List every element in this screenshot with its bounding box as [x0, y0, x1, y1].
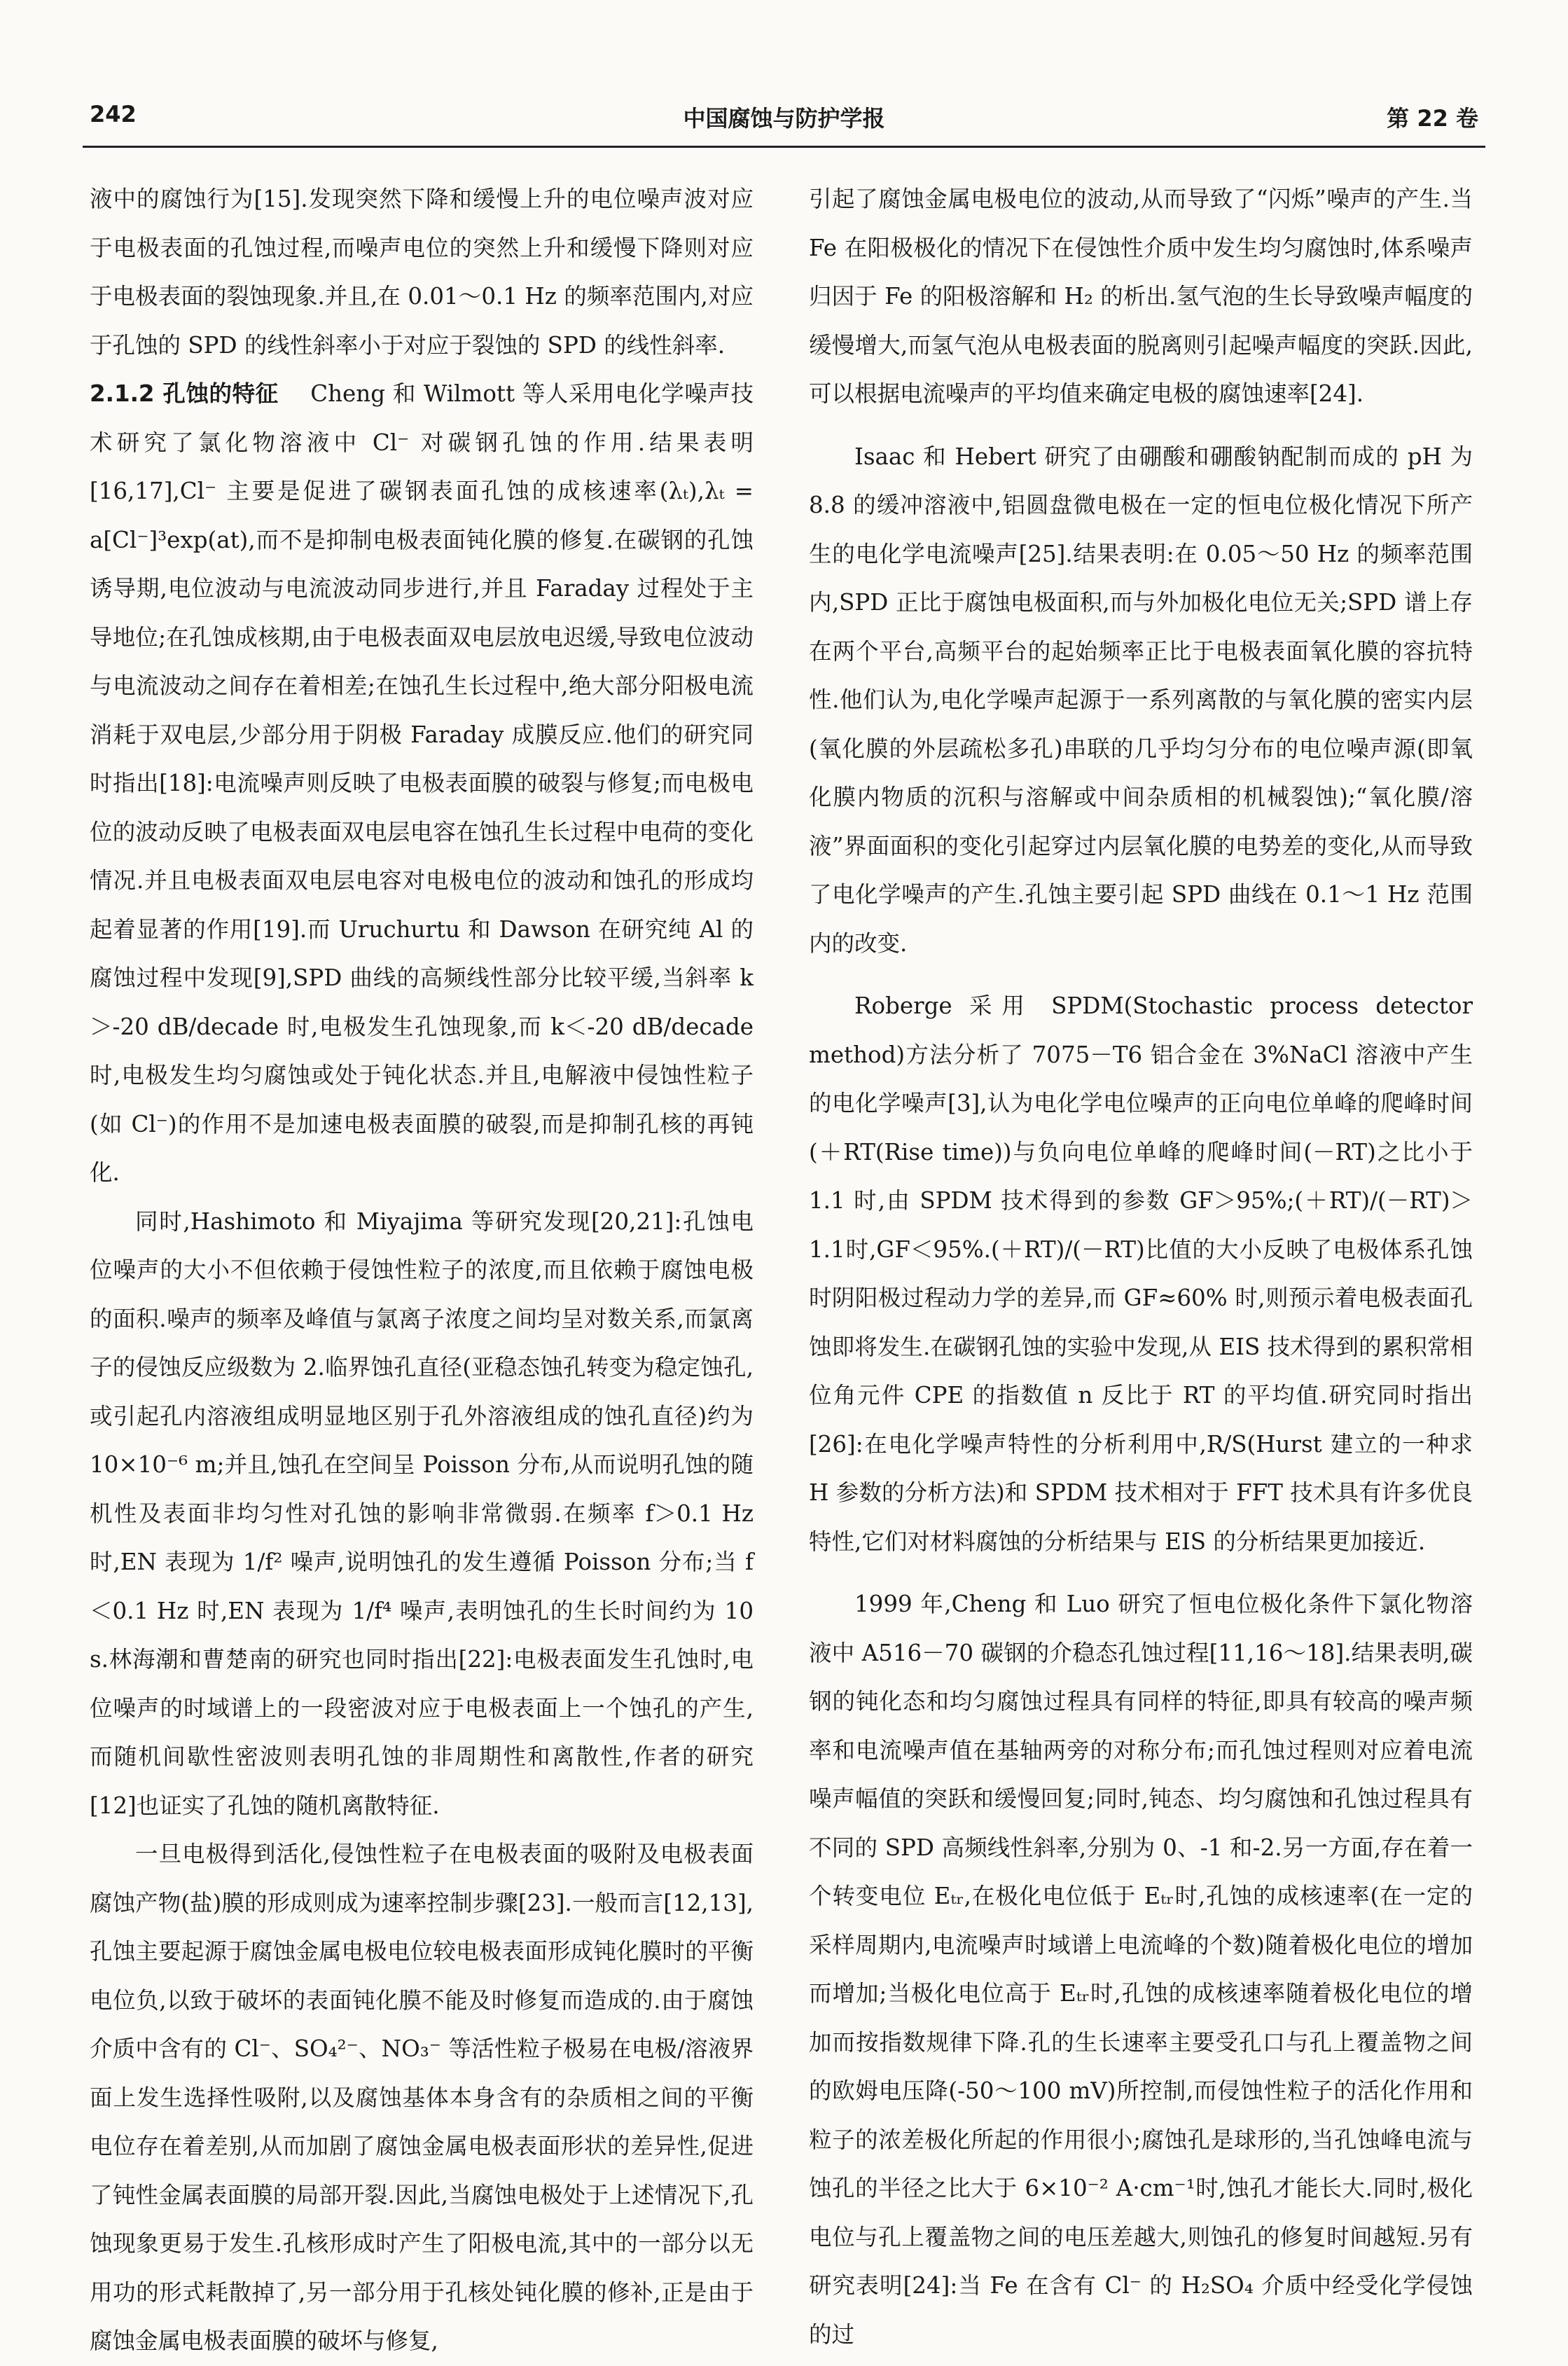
page-number: 242 — [90, 101, 137, 127]
left-column — [90, 175, 754, 2354]
right-column — [809, 175, 1473, 2348]
right-paragraph-1: 引起了腐蚀金属电极电位的波动,从而导致了“闪烁”噪声的产生.当 Fe 在阳极极化的情况下在侵蚀性介质中发生均匀腐蚀时,体系噪声归因于 Fe 的阳极溶解和 H₂ 的析出.氢气泡的生长导致噪声幅度的缓慢增大,而氢气泡从电极表面的脱离则引起噪声幅度的突跃.因此,可以根据电流噪声的平均值来确定电极的腐蚀速率[24]. — [809, 186, 1473, 407]
left-paragraph-3: 同时,Hashimoto 和 Miyajima 等研究发现[20,21]:孔蚀电位噪声的大小不但依赖于侵蚀性粒子的浓度,而且依赖于腐蚀电极的面积.噪声的频率及峰值与氯离子浓度之间均呈对数关系,而氯离子的侵蚀反应级数为 2.临界蚀孔直径(亚稳态蚀孔转变为稳定蚀孔,或引起孔内溶液组成明显地区别于孔外溶液组成的蚀孔直径)约为 10×10⁻⁶ m;并且,蚀孔在空间呈 Poisson 分布,从而说明孔蚀的随机性及表面非均匀性对孔蚀的影响非常微弱.在频率 f＞0.1 Hz 时,EN 表现为 1/f² 噪声,说明蚀孔的发生遵循 Poisson 分布;当 f＜0.1 Hz 时,EN 表现为 1/f⁴ 噪声,表明蚀孔的生长时间约为 10 s.林海潮和曹楚南的研究也同时指出[22]:电极表面发生孔蚀时,电位噪声的时域谱上的一段密波对应于电极表面上一个蚀孔的产生,而随机间歇性密波则表明孔蚀的非周期性和离散性,作者的研究[12]也证实了孔蚀的随机离散特征. — [90, 1208, 754, 1819]
right-paragraph-3: Roberge 采用 SPDM(Stochastic process detector method)方法分析了 7075－T6 铝合金在 3%NaCl 溶液中产生的电化学噪声[3],认为电化学电位噪声的正向电位单峰的爬峰时间(＋RT(Rise time))与负向电位单峰的爬峰时间(－RT)之比小于 1.1 时,由 SPDM 技术得到的参数 GF＞95%;(＋RT)/(－RT)＞1.1时,GF＜95%.(＋RT)/(－RT)比值的大小反映了电极体系孔蚀时阴阳极过程动力学的差异,而 GF≈60% 时,则预示着电极表面孔蚀即将发生.在碳钢孔蚀的实验中发现,从 EIS 技术得到的累积常相位角元件 CPE 的指数值 n 反比于 RT 的平均值.研究同时指出[26]:在电化学噪声特性的分析利用中,R/S(Hurst 建立的一种求 H 参数的分析方法)和 SPDM 技术相对于 FFT 技术具有许多优良特性,它们对材料腐蚀的分析结果与 EIS 的分析结果更加接近. — [809, 992, 1473, 1555]
section-title-2-1-2: 2.1.2 孔蚀的特征 — [90, 380, 279, 407]
left-paragraph-4: 一旦电极得到活化,侵蚀性粒子在电极表面的吸附及电极表面腐蚀产物(盐)膜的形成则成为速率控制步骤[23].一般而言[12,13],孔蚀主要起源于腐蚀金属电极电位较电极表面形成钝化膜时的平衡电位负,以致于破坏的表面钝化膜不能及时修复而造成的.由于腐蚀介质中含有的 Cl⁻、SO₄²⁻、NO₃⁻ 等活性粒子极易在电极/溶液界面上发生选择性吸附,以及腐蚀基体本身含有的杂质相之间的平衡电位存在着差别,从而加剧了腐蚀金属电极表面形状的差异性,促进了钝性金属表面膜的局部开裂.因此,当腐蚀电极处于上述情况下,孔蚀现象更易于发生.孔核形成时产生了阳极电流,其中的一部分以无用功的形式耗散掉了,另一部分用于孔核处钝化膜的修补,正是由于腐蚀金属电极表面膜的破坏与修复, — [90, 1841, 754, 2354]
left-paragraph-2-text: Cheng 和 Wilmott 等人采用电化学噪声技术研究了氯化物溶液中 Cl⁻ 对碳钢孔蚀的作用.结果表明[16,17],Cl⁻ 主要是促进了碳钢表面孔蚀的成核速率(λₜ),λₜ = a[Cl⁻]³exp(at),而不是抑制电极表面钝化膜的修复.在碳钢的孔蚀诱导期,电位波动与电流波动同步进行,并且 Faraday 过程处于主导地位;在孔蚀成核期,由于电极表面双电层放电迟缓,导致电位波动与电流波动之间存在着相差;在蚀孔生长过程中,绝大部分阳极电流消耗于双电层,少部分用于阴极 Faraday 成膜反应.他们的研究同时指出[18]:电流噪声则反映了电极表面膜的破裂与修复;而电极电位的波动反映了电极表面双电层电容在蚀孔生长过程中电荷的变化情况.并且电极表面双电层电容对电极电位的波动和蚀孔的形成均起着显著的作用[19].而 Uruchurtu 和 Dawson 在研究纯 Al 的腐蚀过程中发现[9],SPD 曲线的高频线性部分比较平缓,当斜率 k＞-20 dB/decade 时,电极发生孔蚀现象,而 k＜-20 dB/decade 时,电极发生均匀腐蚀或处于钝化状态.并且,电解液中侵蚀性粒子(如 Cl⁻)的作用不是加速电极表面膜的破裂,而是抑制孔核的再钝化. — [90, 380, 754, 1186]
running-header — [83, 97, 1485, 148]
right-paragraph-4: 1999 年,Cheng 和 Luo 研究了恒电位极化条件下氯化物溶液中 A516－70 碳钢的介稳态孔蚀过程[11,16～18].结果表明,碳钢的钝化态和均匀腐蚀过程具有同样的特征,即具有较高的噪声频率和电流噪声值在基轴两旁的对称分布;而孔蚀过程则对应着电流噪声幅值的突跃和缓慢回复;同时,钝态、均匀腐蚀和孔蚀过程具有不同的 SPD 高频线性斜率,分别为 0、-1 和-2.另一方面,存在着一个转变电位 Eₜᵣ,在极化电位低于 Eₜᵣ时,孔蚀的成核速率(在一定的采样周期内,电流噪声时域谱上电流峰的个数)随着极化电位的增加而增加;当极化电位高于 Eₜᵣ时,孔蚀的成核速率随着极化电位的增加而按指数规律下降.孔的生长速率主要受孔口与孔上覆盖物之间的欧姆电压降(-50～100 mV)所控制,而侵蚀性粒子的活化作用和粒子的浓差极化所起的作用很小;腐蚀孔是球形的,当孔蚀峰电流与蚀孔的半径之比大于 6×10⁻² A·cm⁻¹时,蚀孔才能长大.同时,极化电位与孔上覆盖物之间的电压差越大,则蚀孔的修复时间越短.另有研究表明[24]:当 Fe 在含有 Cl⁻ 的 H₂SO₄ 介质中经受化学侵蚀的过 — [809, 1591, 1473, 2348]
volume-label: 第 22 卷 — [1387, 105, 1478, 132]
left-paragraph-2 — [90, 370, 754, 1198]
right-paragraph-2: Isaac 和 Hebert 研究了由硼酸和硼酸钠配制而成的 pH 为 8.8 的缓冲溶液中,铝圆盘微电极在一定的恒电位极化情况下所产生的电化学电流噪声[25].结果表明:在 0.05～50 Hz 的频率范围内,SPD 正比于腐蚀电极面积,而与外加极化电位无关;SPD 谱上存在两个平台,高频平台的起始频率正比于电极表面氧化膜的容抗特性.他们认为,电化学噪声起源于一系列离散的与氧化膜的密实内层(氧化膜的外层疏松多孔)串联的几乎均匀分布的电位噪声源(即氧化膜内物质的沉积与溶解或中间杂质相的机械裂蚀);“氧化膜/溶液”界面面积的变化引起穿过内层氧化膜的电势差的变化,从而导致了电化学噪声的产生.孔蚀主要引起 SPD 曲线在 0.1～1 Hz 范围内的改变. — [809, 443, 1473, 957]
journal-name: 中国腐蚀与防护学报 — [683, 105, 885, 132]
left-paragraph-1: 液中的腐蚀行为[15].发现突然下降和缓慢上升的电位噪声波对应于电极表面的孔蚀过程,而噪声电位的突然上升和缓慢下降则对应于电极表面的裂蚀现象.并且,在 0.01～0.1 Hz 的频率范围内,对应于孔蚀的 SPD 的线性斜率小于对应于裂蚀的 SPD 的线性斜率. — [90, 186, 754, 359]
